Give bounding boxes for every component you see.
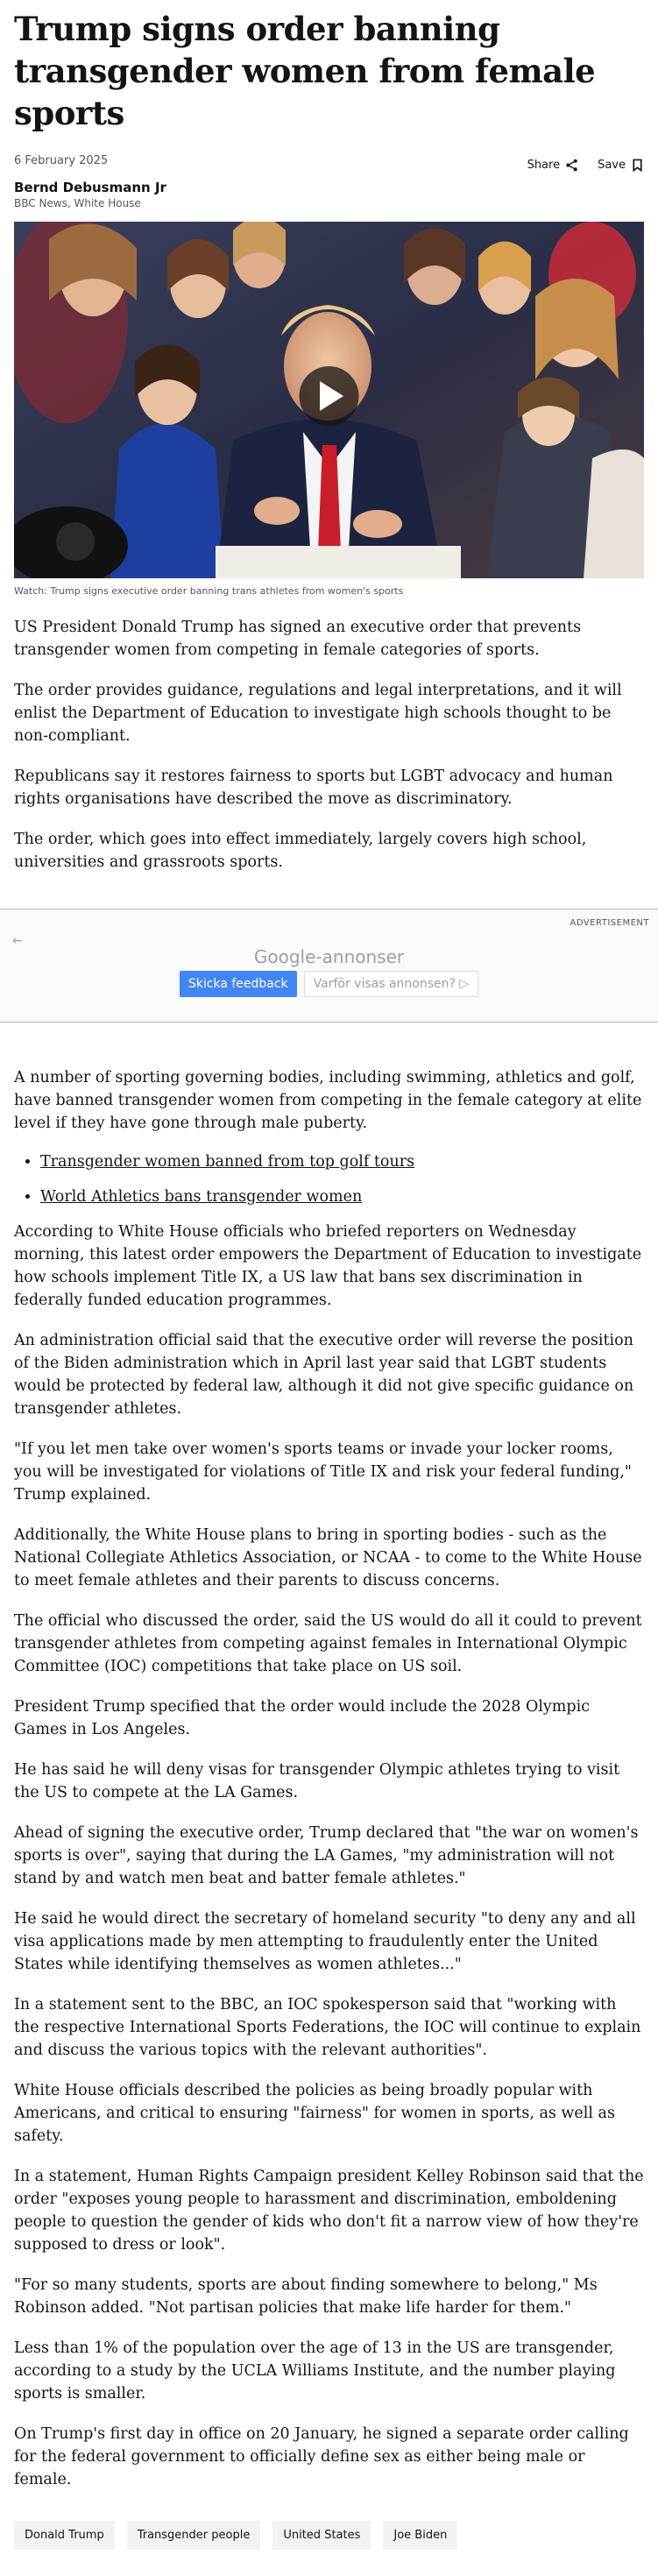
article-headline: Trump signs order banning transgender women from female sports [14, 10, 596, 132]
intro-paragraph: Republicans say it restores fairness to sports but LGBT advocacy and human rights organisations have described the move as discriminatory. [14, 768, 613, 808]
paragraph: White House officials described the policies as being broadly popular with Americans, and critical to ensuring "fairness" for women in sports, as well as safety. [14, 2082, 615, 2145]
paragraph: President Trump specified that the order would include the 2028 Olympic Games in Los Angeles. [14, 1698, 590, 1738]
paragraph: Less than 1% of the population over the age of 13 in the US are transgender, according to a study by the UCLA Williams Institute, and the number playing sports is smaller. [14, 2339, 616, 2403]
topic-tag[interactable]: Joe Biden [383, 2521, 457, 2550]
paragraph: "For so many students, sports are about finding somewhere to belong," Ms Robinson added. "Not partisan policies that make life harder for them." [14, 2276, 598, 2317]
video-caption: Watch: Trump signs executive order banning trans athletes from women's sports [14, 585, 404, 597]
article-body [14, 1066, 644, 2491]
article-paragraphs [14, 1221, 644, 2491]
share-label: Share [527, 158, 561, 172]
share-button[interactable] [527, 159, 579, 172]
topic-tags [14, 2521, 644, 2576]
related-link[interactable]: World Athletics bans transgender women [40, 1188, 363, 1206]
paragraph: He said he would direct the secretary of homeland security "to deny any and all visa applications made by men attempting to fraudulently enter the United States while identifying themselves as women athletes..." [14, 1910, 636, 1973]
share-icon [565, 159, 578, 172]
save-label: Save [598, 158, 626, 172]
advert-brand-suffix: -annonser [315, 946, 405, 967]
paragraph: A number of sporting governing bodies, including swimming, athletics and golf, have banned transgender women from competing in the female category at elite level if they have gone through male puberty. [14, 1069, 642, 1132]
related-link-item [40, 1150, 644, 1173]
intro-paragraph: US President Donald Trump has signed an executive order that prevents transgender women from competing in female categories of sports. [14, 619, 582, 659]
paragraph: "If you let men take over women's sports teams or invade your locker rooms, you will be investigated for violations of Title IX and risk your federal funding," Trump explained. [14, 1440, 632, 1504]
paragraph: In a statement sent to the BBC, an IOC spokesperson said that "working with the respective International Sports Federations, the IOC will continue to explain and discuss the various topics with the relevant authorities". [14, 1996, 641, 2059]
save-button[interactable] [598, 159, 644, 172]
advert-label: ADVERTISEMENT [570, 918, 649, 928]
publish-date: 6 February 2025 [14, 153, 109, 167]
advert-brand [0, 946, 658, 967]
advert-block [0, 909, 658, 1023]
paragraph: Additionally, the White House plans to bring in sporting bodies - such as the National Collegiate Athletics Association, or NCAA - to come to the White House to meet female athletes and their parents to discuss concerns. [14, 1526, 642, 1589]
topic-tag[interactable]: United States [272, 2521, 371, 2550]
intro-paragraph: The order provides guidance, regulations and legal interpretations, and it will enlist the Department of Education to investigate high schools thought to be non-compliant. [14, 682, 622, 745]
topic-tag[interactable]: Donald Trump [14, 2521, 115, 2550]
send-feedback-button[interactable]: Skicka feedback [180, 971, 297, 997]
intro-text [14, 616, 644, 874]
byline [14, 180, 644, 209]
author-role: BBC News, White House [14, 197, 141, 209]
bookmark-icon [631, 159, 644, 172]
video-player[interactable] [14, 222, 644, 578]
article-actions [527, 159, 644, 172]
paragraph: On Trump's first day in office on 20 January, he signed a separate order calling for the federal government to officially define sex as either being male or female. [14, 2425, 629, 2488]
intro-paragraph: The order, which goes into effect immediately, largely covers high school, universities and grassroots sports. [14, 831, 587, 871]
related-links [14, 1150, 644, 1208]
advert-buttons [0, 971, 658, 997]
paragraph: In a statement, Human Rights Campaign president Kelley Robinson said that the order "exposes young people to harassment and discrimination, emboldening people to question the gender of kids who don't fit a narrow view of how they're supposed to dress or look". [14, 2168, 644, 2254]
why-this-ad-button[interactable]: Varför visas annonsen? ▷ [304, 971, 479, 997]
paragraph: He has said he will deny visas for transgender Olympic athletes trying to visit the US to compete at the LA Games. [14, 1761, 620, 1801]
paragraph: According to White House officials who briefed reporters on Wednesday morning, this latest order empowers the Department of Education to investigate how schools implement Title IX, a US law that bans sex discrimination in federally funded education programmes. [14, 1223, 642, 1309]
video-thumbnail [14, 222, 644, 578]
advert-brand-name: Google [253, 946, 316, 967]
related-link-item [40, 1185, 644, 1208]
article-meta [14, 150, 644, 180]
paragraph: An administration official said that the executive order will reverse the position of the Biden administration which in April last year said that LGBT students would be protected by federal law, although it did not give specific guidance on transgender athletes. [14, 1332, 634, 1418]
paragraph: Ahead of signing the executive order, Trump declared that "the war on women's sports is over", saying that during the LA Games, "my administration will not stand by and watch men beat and batter female athletes." [14, 1824, 639, 1887]
paragraph: The official who discussed the order, said the US would do all it could to prevent transgender athletes from competing against females in International Olympic Committee (IOC) competitions that take place on US soil. [14, 1612, 642, 1675]
back-arrow-icon[interactable]: ← [12, 934, 23, 948]
author-name: Bernd Debusmann Jr [14, 180, 166, 195]
topic-tag[interactable]: Transgender people [127, 2521, 261, 2550]
related-link[interactable]: Transgender women banned from top golf tours [40, 1153, 415, 1171]
